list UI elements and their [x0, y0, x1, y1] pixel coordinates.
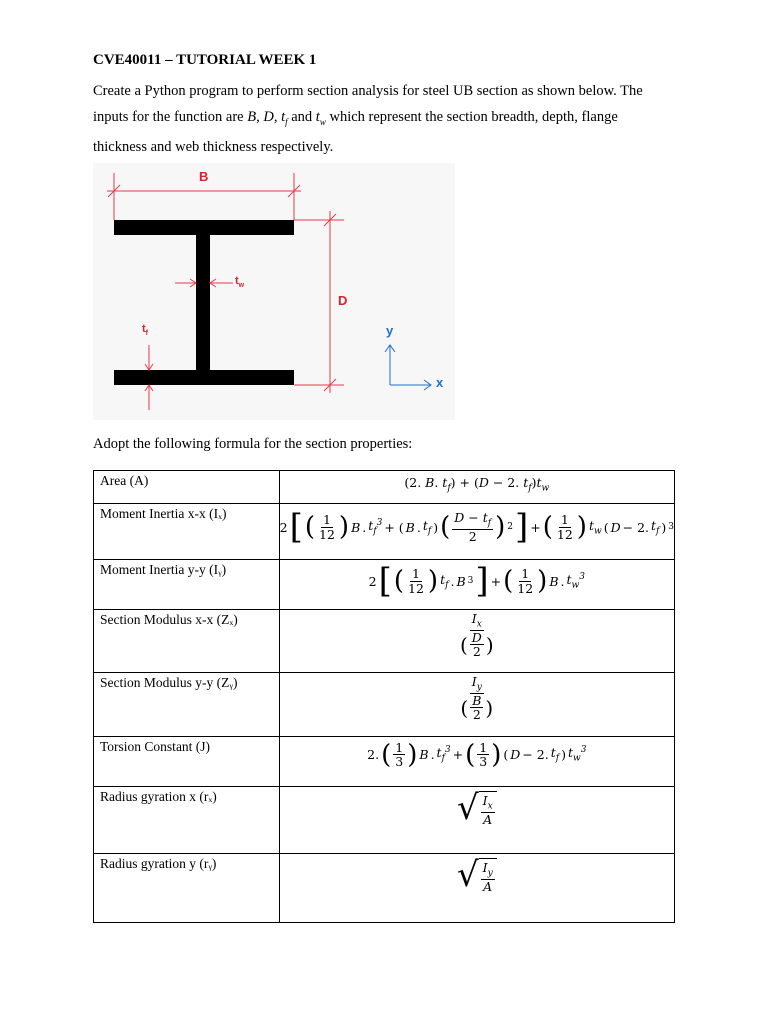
table-row [94, 673, 675, 737]
i-beam-shape [114, 220, 294, 385]
bottom-flange [114, 370, 294, 385]
table-row [94, 504, 675, 560]
table-row [94, 787, 675, 854]
var-tf: $t_f$ [281, 108, 288, 127]
label-tf: $t_f$ [142, 323, 149, 338]
formula-rx: √ $\frac{I_x}{A}$ [279, 787, 674, 854]
ub-section-svg [93, 163, 455, 420]
ub-section-diagram [93, 163, 455, 420]
table-row [94, 610, 675, 673]
formula-iy: 2 [ ( $\frac{1}{12}$ ) $t_f$ . B 3 ] + ( $\frac{1}{12}$ ) B . $t_w^3$ [279, 560, 674, 610]
row-label: Section Modulus y-y (Zᵧ) [94, 673, 280, 737]
row-label: Torsion Constant (J) [94, 737, 280, 787]
formula-j: 2. ( $\frac{1}{3}$ ) B . $t_f^3$ + ( $\frac{1}{3}$ ) ( D − 2. $t_f$ ) $t_w^3$ [279, 737, 674, 787]
label-tw: $t_w$ [235, 275, 245, 290]
formula-ry: √ $\frac{I_y}{A}$ [279, 854, 674, 923]
table-row [94, 560, 675, 610]
top-flange [114, 220, 294, 235]
axes-indicator [385, 345, 431, 390]
row-label: Radius gyration x (rₓ) [94, 787, 280, 854]
intro-and: and [291, 108, 313, 125]
intro-line-3: thickness and web thickness respectively. [93, 138, 334, 155]
adopt-text: Adopt the following formula for the section properties: [93, 436, 413, 452]
intro-line-2-pre: inputs for the function are [93, 108, 248, 125]
axis-x-label: x [436, 375, 444, 390]
row-label: Area (A) [94, 471, 280, 504]
intro-line-2-post: which represent the section breadth, depth, flange [329, 108, 618, 125]
row-label: Moment Inertia x-x (Iₓ) [94, 504, 280, 560]
label-D: D [338, 293, 348, 308]
table-row [94, 471, 675, 504]
table-row [94, 737, 675, 787]
formula-area: (2. B. $t_f) + (D - 2$. $t_f)t_w$ [279, 471, 674, 504]
row-label: Section Modulus x-x (Zₓ) [94, 610, 280, 673]
label-B: B [199, 169, 209, 184]
var-tw: $t_w$ [315, 108, 326, 127]
web [196, 235, 210, 370]
formula-zx: $I_x$ ( $\frac{D}{2}$ ) [279, 610, 674, 673]
var-B: B [247, 108, 257, 125]
intro-paragraph [93, 79, 693, 160]
formula-zy: $I_y$ ( $\frac{B}{2}$ ) [279, 673, 674, 737]
intro-line-1: Create a Python program to perform section analysis for steel UB section as shown below. The [93, 83, 643, 99]
document-title: CVE40011 – TUTORIAL WEEK 1 [93, 52, 317, 68]
formula-ix: 2 [ ( $\frac{1}{12}$ ) B . $t_f^3$ + ( B . $t_f$ ) ( $\frac{D - t_f}{2}$ ) 2 ] + ( $\frac{1}{12}$ ) $t_w$ ( D − 2. $t_f$ ) 3 [279, 504, 674, 560]
intro-line-2: inputs for the function are B, D, $t_f$ and $t_w$ which represent the section breadth, depth, flange [93, 108, 618, 127]
var-D: D [263, 108, 274, 125]
section-properties-table [93, 470, 675, 923]
table-row [94, 854, 675, 923]
row-label: Moment Inertia y-y (Iᵧ) [94, 560, 280, 610]
axis-y-label: y [386, 323, 394, 338]
row-label: Radius gyration y (rᵧ) [94, 854, 280, 923]
